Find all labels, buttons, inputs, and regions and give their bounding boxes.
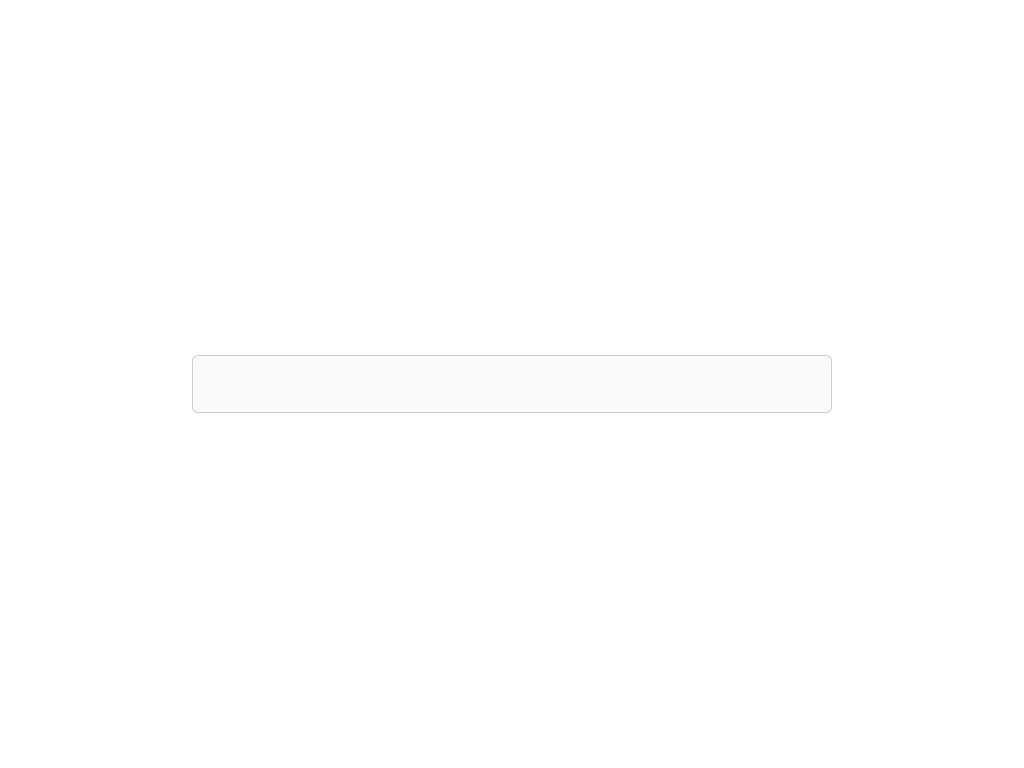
- placeholder-notice: [192, 355, 832, 413]
